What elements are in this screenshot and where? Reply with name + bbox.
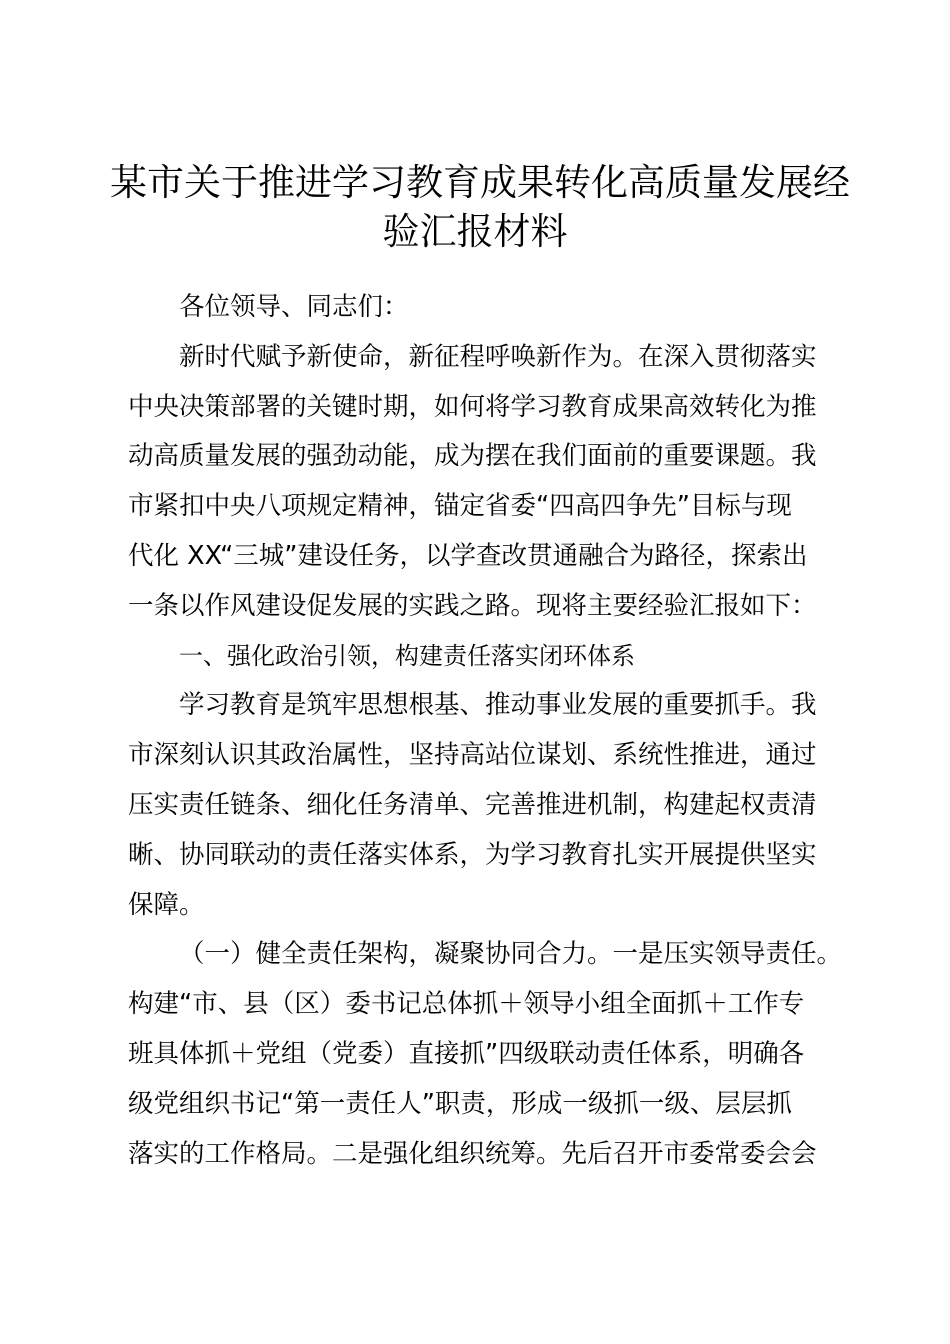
text-line: （一）健全责任架构，凝聚协同合力。一是压实领导责任。	[179, 939, 843, 970]
text-line: 学习教育是筑牢思想根基、推动事业发展的重要抓手。我	[179, 690, 817, 721]
text-line: 保障。	[128, 889, 205, 920]
section-heading: 一、强化政治引领，构建责任落实闭环体系	[179, 641, 635, 670]
text-line: 班具体抓＋党组（党委）直接抓”四级联动责任体系，明确各	[128, 1038, 805, 1069]
title-line: 验汇报材料	[382, 210, 568, 253]
title-line: 某市关于推进学习教育成果转化高质量发展经	[110, 161, 850, 204]
text-line: 市紧扣中央八项规定精神，锚定省委“四高四争先”目标与现	[128, 491, 792, 522]
document-title	[110, 158, 850, 256]
text-line: 代化 XX“三城”建设任务，以学查改贯通融合为路径，探索出	[128, 540, 808, 571]
text-line: 构建“市、县（区）委书记总体抓＋领导小组全面抓＋工作专	[128, 989, 805, 1020]
text-line: 各位领导、同志们：	[179, 292, 409, 322]
text-line: 压实责任链条、细化任务清单、完善推进机制，构建起权责清	[128, 789, 817, 820]
text-line: 晰、协同联动的责任落实体系，为学习教育扎实开展提供坚实	[128, 839, 817, 870]
text-line: 一条以作风建设促发展的实践之路。现将主要经验汇报如下：	[128, 590, 817, 621]
text-line: 新时代赋予新使命，新征程呼唤新作为。在深入贯彻落实	[179, 341, 817, 372]
text-line: 中央决策部署的关键时期，如何将学习教育成果高效转化为推	[128, 391, 817, 422]
text-line: 市深刻认识其政治属性，坚持高站位谋划、系统性推进，通过	[128, 740, 817, 771]
document-body	[128, 283, 850, 1179]
text-line: 级党组织书记“第一责任人”职责，形成一级抓一级、层层抓	[128, 1088, 792, 1119]
text-line: 动高质量发展的强劲动能，成为摆在我们面前的重要课题。我	[128, 441, 817, 472]
text-line: 落实的工作格局。二是强化组织统筹。先后召开市委常委会会	[128, 1138, 817, 1169]
